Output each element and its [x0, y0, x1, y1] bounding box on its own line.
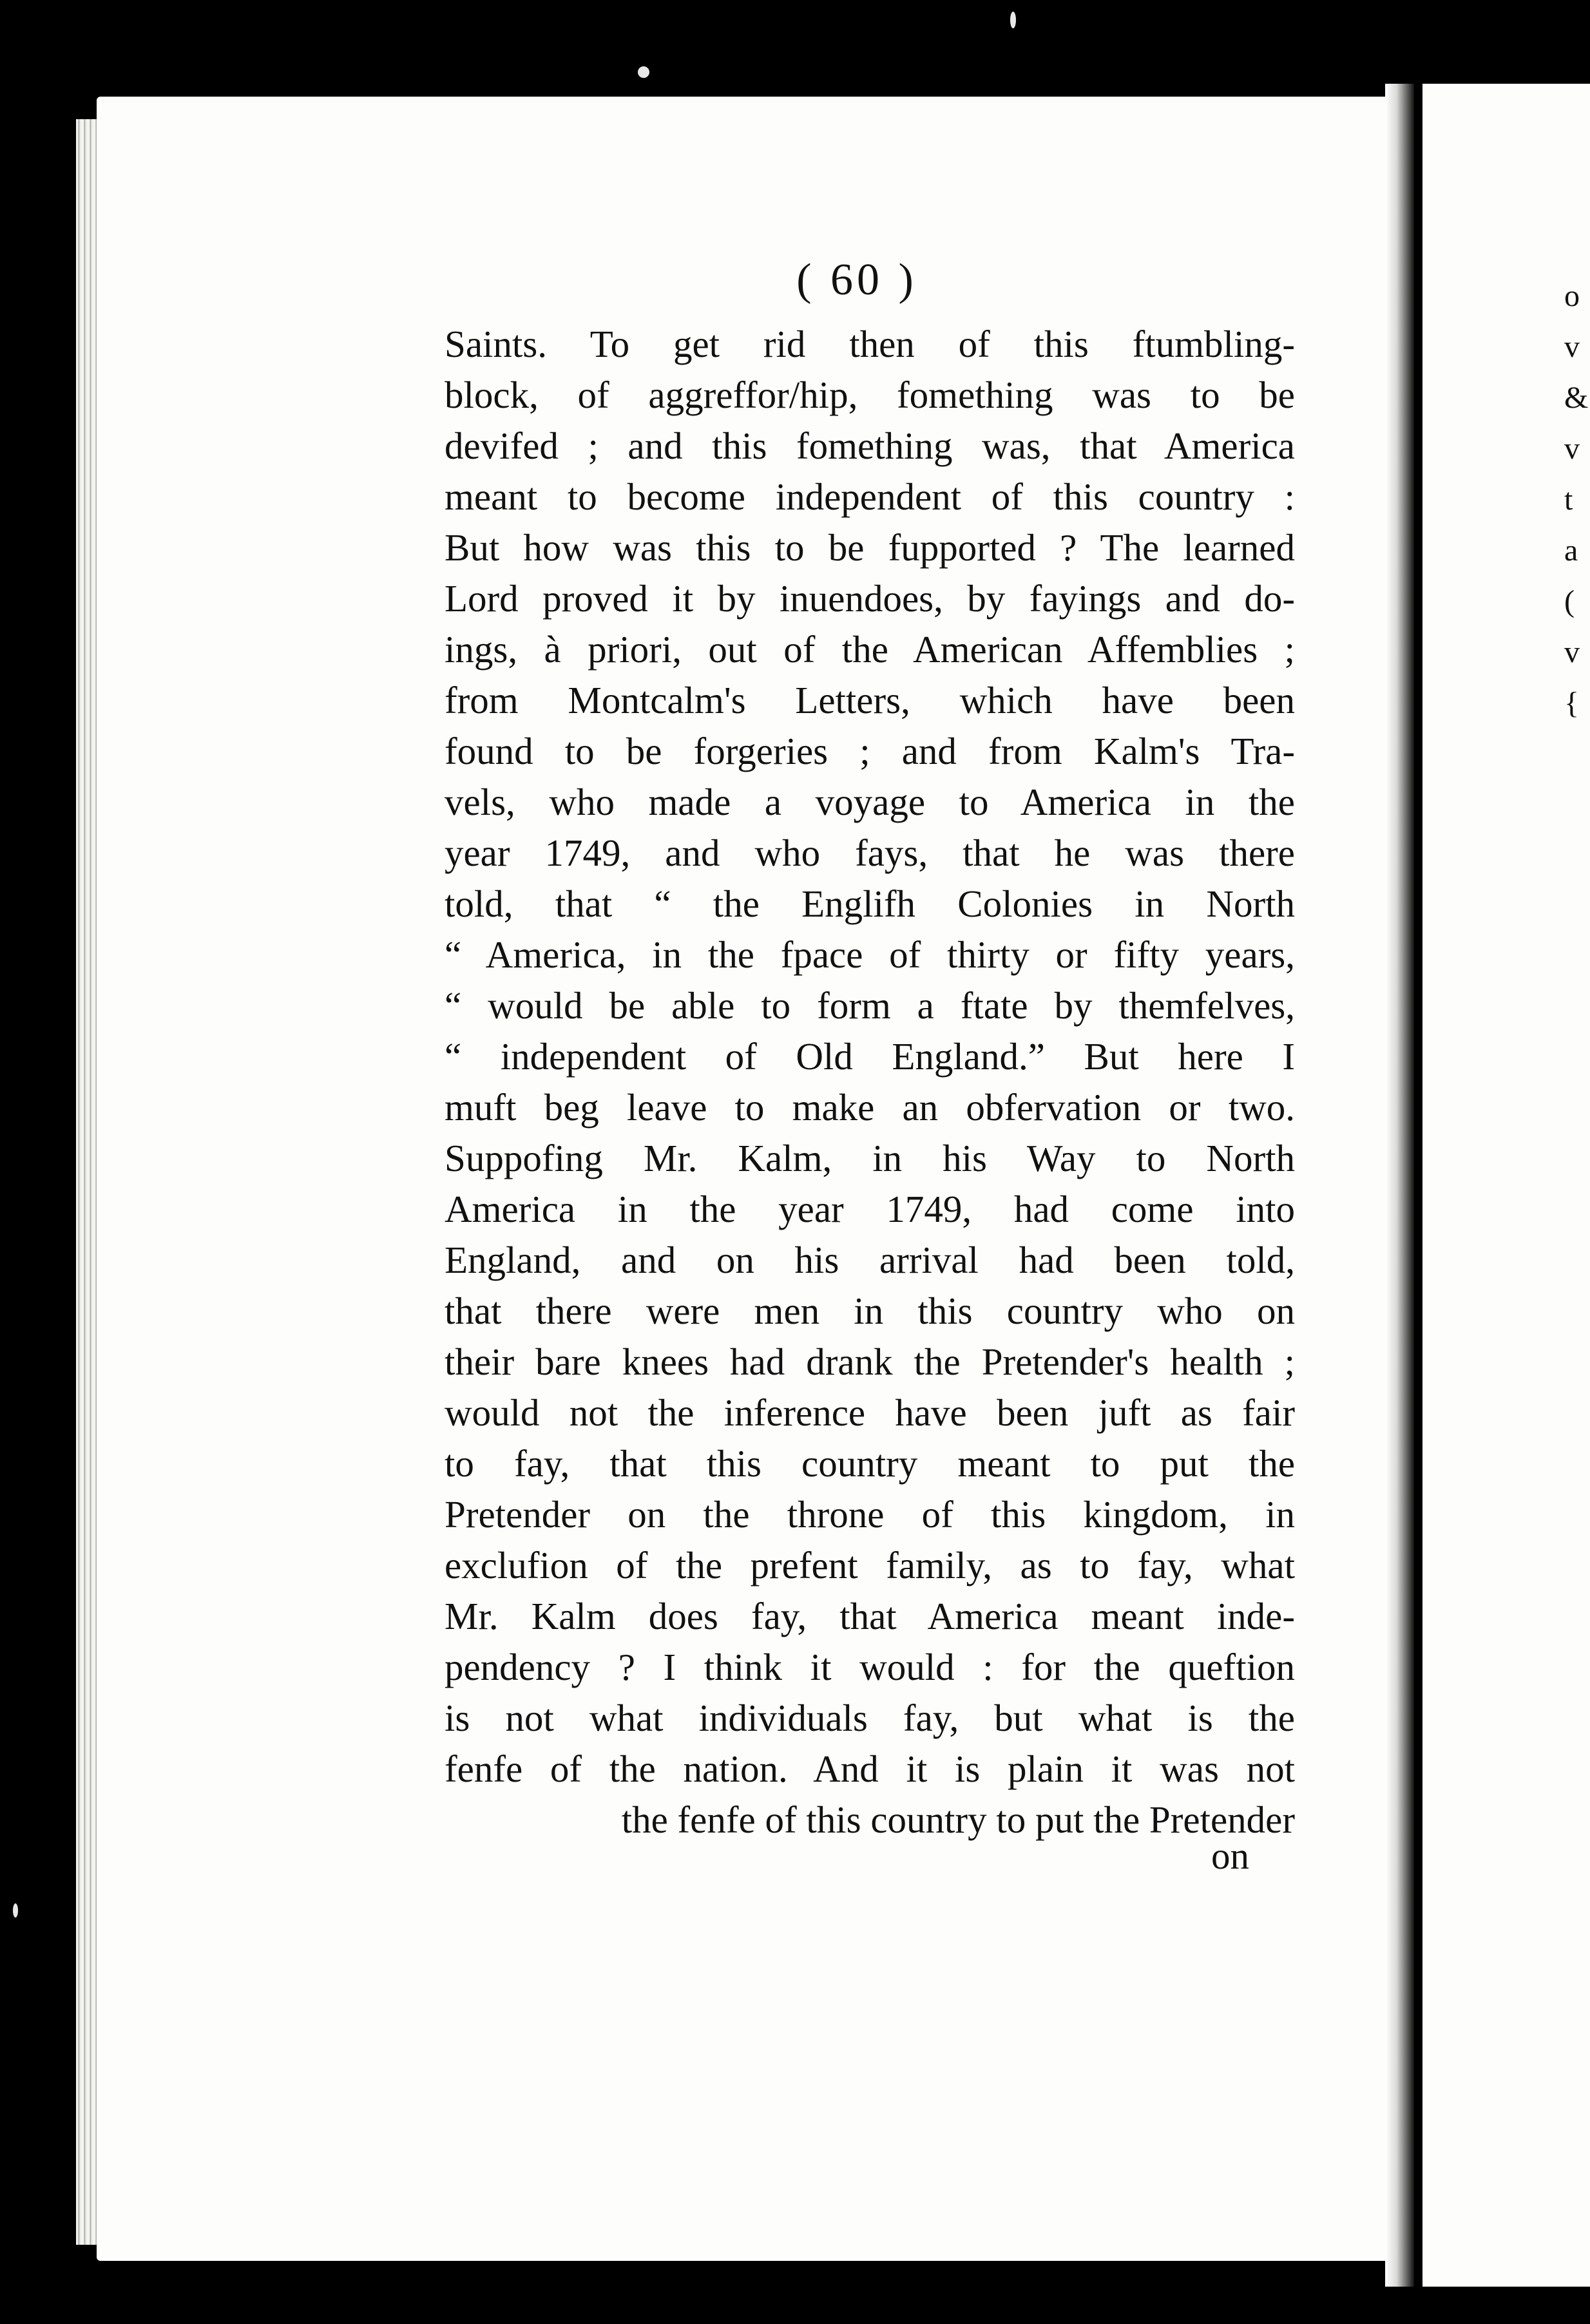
text-line: their bare knees had drank the Pretender's health ; — [445, 1340, 1295, 1383]
facing-page-letter: o — [1564, 279, 1580, 313]
text-line: “ America, in the fpace of thirty or fifty years, — [445, 933, 1295, 976]
text-line: is not what individuals fay, but what is the — [445, 1697, 1295, 1739]
facing-page-letters — [1564, 271, 1590, 729]
text-line: the fenfe of this country to put the Pretender — [621, 1798, 1295, 1841]
text-line: “ would be able to form a ftate by themfelves, — [445, 984, 1295, 1027]
text-line: to fay, that this country meant to put the — [445, 1442, 1295, 1485]
text-line: vels, who made a voyage to America in the — [445, 781, 1295, 823]
facing-page-letter: { — [1564, 686, 1580, 720]
facing-page-letter: t — [1564, 482, 1573, 517]
text-line: America in the year 1749, had come into — [445, 1188, 1295, 1230]
dust-speck — [638, 66, 649, 78]
text-line: muft beg leave to make an obfervation or two. — [445, 1086, 1295, 1129]
text-line: Saints. To get rid then of this ftumbling- — [445, 323, 1295, 365]
text-line: England, and on his arrival had been told, — [445, 1239, 1295, 1281]
text-line: Mr. Kalm does fay, that America meant inde- — [445, 1595, 1295, 1637]
text-line: Pretender on the throne of this kingdom, in — [445, 1493, 1295, 1536]
text-line: exclufion of the prefent family, as to fay, what — [445, 1544, 1295, 1586]
text-line: Lord proved it by inuendoes, by fayings and do- — [445, 577, 1295, 620]
text-line: ings, à priori, out of the American Affemblies ; — [445, 628, 1295, 671]
text-line: found to be forgeries ; and from Kalm's Tra- — [445, 730, 1295, 772]
text-line: from Montcalm's Letters, which have been — [445, 679, 1295, 721]
text-line: meant to become independent of this country : — [445, 475, 1295, 518]
text-line: But how was this to be fupported ? The learned — [445, 526, 1295, 569]
facing-page-letter: v — [1564, 330, 1580, 364]
facing-page-letter: & — [1564, 381, 1589, 415]
catchword: on — [1211, 1834, 1249, 1877]
text-line: would not the inference have been juft as fair — [445, 1391, 1295, 1434]
facing-page-letter: a — [1564, 533, 1578, 567]
text-line: pendency ? I think it would : for the queftion — [445, 1646, 1295, 1688]
text-line: Suppofing Mr. Kalm, in his Way to North — [445, 1137, 1295, 1179]
body-text — [445, 319, 1295, 1845]
text-line: devifed ; and this fomething was, that America — [445, 424, 1295, 467]
facing-page-letter: ( — [1564, 584, 1575, 618]
text-line: year 1749, and who fays, that he was there — [445, 832, 1295, 874]
text-line: that there were men in this country who on — [445, 1290, 1295, 1332]
dust-speck — [1010, 12, 1016, 28]
gutter-shadow — [1385, 84, 1414, 2287]
text-line: block, of aggreffor/hip, fomething was to be — [445, 374, 1295, 416]
page-number: ( 60 ) — [796, 255, 917, 305]
text-line: “ independent of Old England.” But here I — [445, 1035, 1295, 1078]
facing-page-letter: v — [1564, 635, 1580, 669]
dust-speck — [13, 1903, 18, 1918]
facing-page-letter: v — [1564, 432, 1580, 466]
text-line: told, that “ the Englifh Colonies in North — [445, 882, 1295, 925]
text-line: fenfe of the nation. And it is plain it was not — [445, 1748, 1295, 1790]
